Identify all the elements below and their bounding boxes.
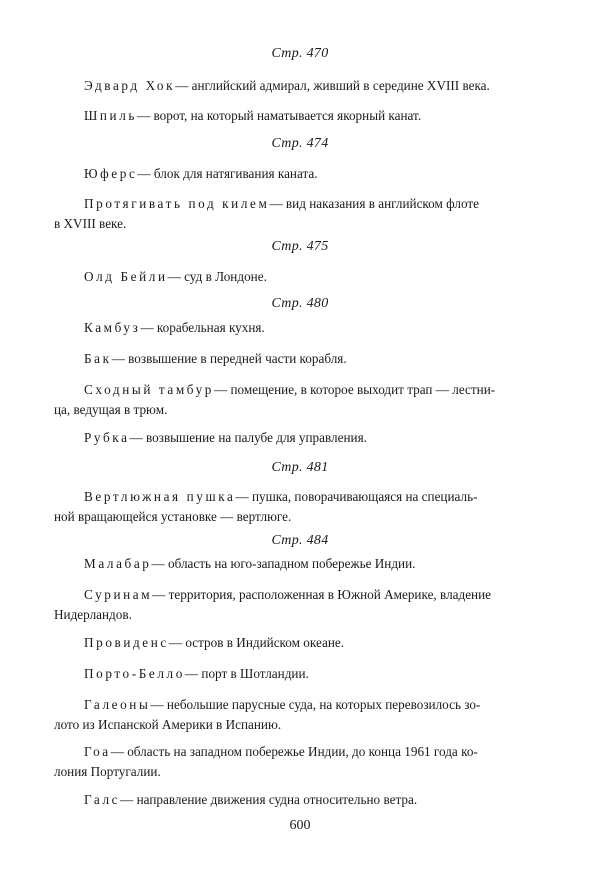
entry-term: Малабар — [84, 556, 152, 571]
entry-definition-continued: в XVIII веке. — [54, 216, 127, 231]
entry-definition-continued: лото из Испанской Америки в Испанию. — [54, 717, 282, 732]
entry-definition: — корабельная кухня. — [140, 320, 265, 335]
glossary-entry — [84, 76, 540, 96]
entry-term: Эдвард Хок — [84, 78, 176, 93]
glossary-entry — [54, 487, 540, 527]
entry-definition-continued: лония Португалии. — [54, 764, 161, 779]
glossary-entry — [84, 106, 540, 126]
entry-term: Порто-Белло — [84, 666, 185, 681]
entry-term: Юферс — [84, 166, 138, 181]
entry-term: Вертлюжная пушка — [84, 489, 236, 504]
entry-term: Галеоны — [84, 697, 151, 712]
entry-definition: — помещение, в которое выходит трап — лестни- — [214, 382, 496, 397]
section-heading: Стр. 475 — [271, 239, 329, 254]
entry-definition: — блок для натягивания каната. — [137, 166, 318, 181]
entry-term: Шпиль — [84, 108, 138, 123]
glossary-entry — [54, 194, 540, 234]
entry-term: Провиденс — [84, 635, 169, 650]
entry-definition: — остров в Индийском океане. — [168, 635, 345, 650]
glossary-entry — [84, 349, 540, 369]
glossary-entry — [54, 695, 540, 735]
entry-term: Гоа — [84, 744, 111, 759]
section-heading: Стр. 474 — [271, 136, 329, 151]
entry-term: Рубка — [84, 430, 130, 445]
entry-definition: — возвышение в передней части корабля. — [111, 351, 347, 366]
glossary-entry — [84, 318, 540, 338]
entry-term: Галс — [84, 792, 121, 807]
section-heading: Стр. 481 — [271, 460, 329, 475]
glossary-entry — [84, 164, 540, 184]
glossary-entry — [84, 428, 540, 448]
glossary-entry — [84, 633, 540, 653]
entry-definition: — область на западном побережье Индии, до конца 1961 года ко- — [110, 744, 478, 759]
entry-definition: — возвышение на палубе для управления. — [129, 430, 367, 445]
section-heading: Стр. 484 — [271, 533, 329, 548]
entry-definition: — область на юго-западном побережье Индии. — [151, 556, 416, 571]
entry-definition: — направление движения судна относительно ветра. — [120, 792, 418, 807]
entry-definition: — английский адмирал, живший в середине XVIII века. — [175, 78, 490, 93]
entry-definition-continued: ной вращающейся установке — вертлюге. — [54, 509, 292, 524]
page-number: 600 — [289, 818, 311, 833]
entry-definition: — порт в Шотландии. — [184, 666, 309, 681]
glossary-entry — [54, 742, 540, 782]
entry-definition: — территория, расположенная в Южной Америке, владение — [152, 587, 492, 602]
entry-term: Олд Бейли — [84, 269, 168, 284]
section-heading: Стр. 470 — [271, 46, 329, 61]
entry-definition: — небольшие парусные суда, на которых перевозилось зо- — [150, 697, 481, 712]
entry-term: Сходный тамбур — [84, 382, 214, 397]
entry-definition: — ворот, на который наматывается якорный канат. — [137, 108, 422, 123]
entry-definition-continued: ца, ведущая в трюм. — [54, 402, 168, 417]
section-heading: Стр. 480 — [271, 296, 329, 311]
entry-term: Суринам — [84, 587, 153, 602]
glossary-entry — [84, 554, 540, 574]
glossary-entry — [84, 664, 540, 684]
entry-term: Камбуз — [84, 320, 141, 335]
entry-term: Протягивать под килем — [84, 196, 270, 211]
glossary-entry — [54, 380, 540, 420]
glossary-entry — [84, 267, 540, 287]
entry-definition: — пушка, поворачивающаяся на специаль- — [235, 489, 478, 504]
entry-definition-continued: Нидерландов. — [54, 607, 132, 622]
glossary-entry — [84, 790, 540, 810]
entry-definition: — вид наказания в английском флоте — [269, 196, 479, 211]
glossary-entry — [54, 585, 540, 625]
entry-term: Бак — [84, 351, 112, 366]
entry-definition: — суд в Лондоне. — [167, 269, 267, 284]
